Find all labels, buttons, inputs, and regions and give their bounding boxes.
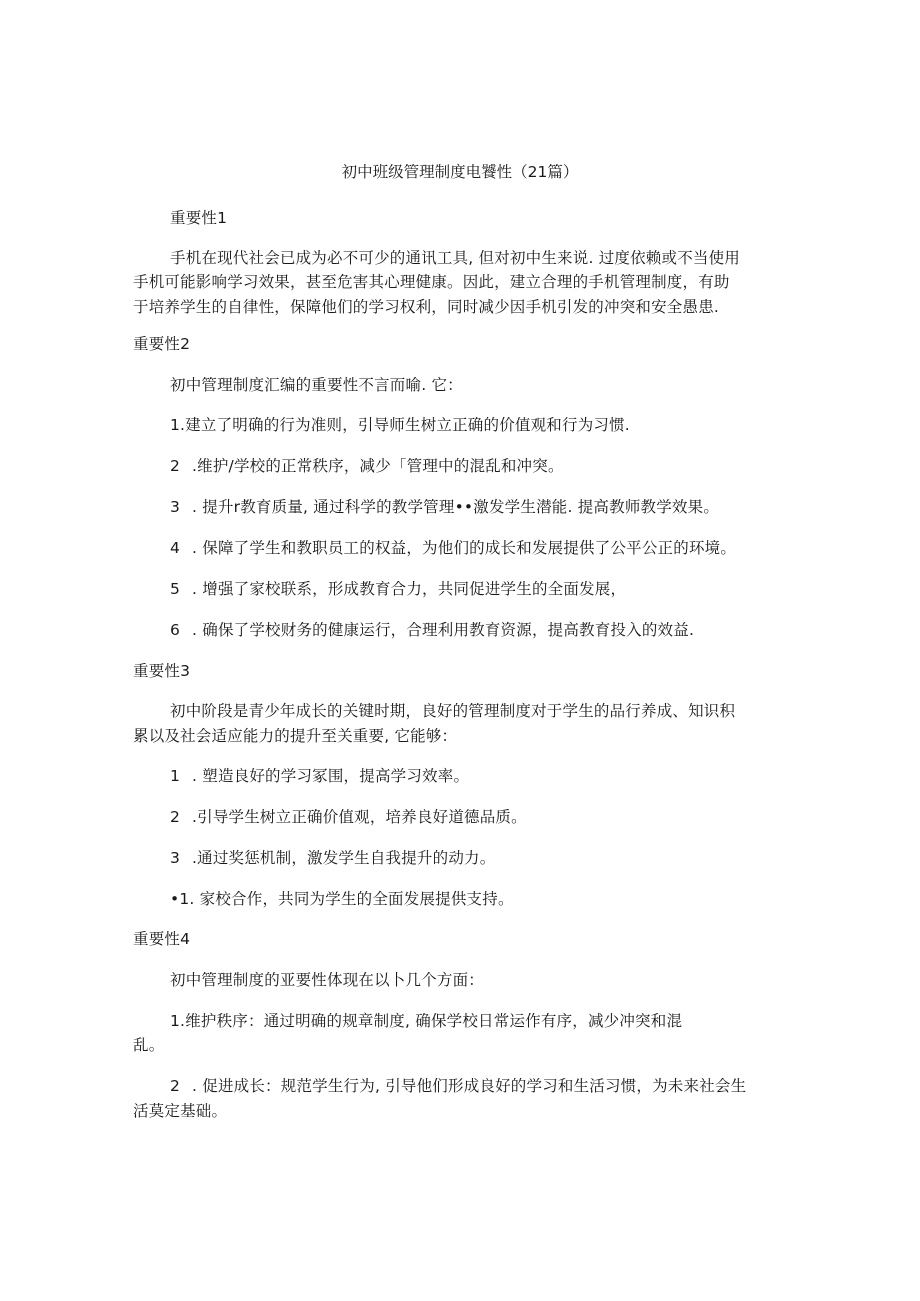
list-item-number: 5 xyxy=(170,580,181,598)
paragraph-line: 手机在现代社会已成为必不可少的通讯工具, 但对初中生来说. 过度依赖或不当使用 xyxy=(170,249,741,267)
list-item-number: 3 xyxy=(170,849,181,867)
list-item xyxy=(170,579,626,599)
list-item xyxy=(170,766,469,786)
list-item xyxy=(170,538,736,558)
list-item: •1. 家校合作，共同为学生的全面发展提供支持。 xyxy=(170,890,514,908)
list-item xyxy=(170,1076,746,1096)
list-item-text: .维护/学校的正常秩序，减少「管理中的混乱和冲突。 xyxy=(192,457,564,475)
list-item-text: . 增强了家校联系，形成教育合力，共同促进学生的全面发展， xyxy=(192,580,627,598)
list-item-text: .引导学生树立正确价值观，培养良好道德品质。 xyxy=(192,808,527,826)
paragraph-line: 初中管理制度汇编的重要性不言而喻. 它： xyxy=(170,376,463,394)
paragraph-line: 初中阶段是青少年成长的关键时期，良好的管理制度对于学生的品行养成、知识积 xyxy=(170,702,736,720)
document-title: 初中班级管理制度电饕性（21篇） xyxy=(341,163,579,181)
section-heading-2: 重要性2 xyxy=(133,335,191,353)
paragraph-line: 累以及社会适应能力的提升至关重要, 它能够： xyxy=(133,727,458,745)
list-item-number: 2 xyxy=(170,457,181,475)
section-heading-3: 重要性3 xyxy=(133,662,191,680)
list-item-number: 2 xyxy=(170,808,181,826)
paragraph-line: 于培养学生的自律性，保障他们的学习权利，同时减少因手机引发的冲突和安全愚患. xyxy=(133,298,720,316)
list-item xyxy=(170,497,719,517)
list-item xyxy=(170,456,564,476)
list-item-continuation: 乱。 xyxy=(133,1036,165,1054)
list-item-number: 6 xyxy=(170,621,181,639)
list-item-text: . 促进成长：规范学生行为, 引导他们形成良好的学习和生活习惯，为未来社会生 xyxy=(192,1077,747,1095)
section-heading-1: 重要性1 xyxy=(170,209,228,227)
list-item-text: .通过奖惩机制，激发学生自我提升的动力。 xyxy=(192,849,496,867)
paragraph-line: 初中管理制度的亚要性体现在以卜几个方面： xyxy=(170,971,485,989)
list-item-text: . 保障了学生和教职员工的权益，为他们的成长和发展提供了公平公正的环境。 xyxy=(192,539,737,557)
list-item-text: . 提升r教育质量, 通过科学的教学管理••激发学生潜能. 提高教师教学效果。 xyxy=(192,498,720,516)
list-item-text: . 塑造良好的学习冢围，提高学习效率。 xyxy=(192,767,470,785)
list-item-number: 3 xyxy=(170,498,181,516)
list-item: 1.维护秩序：通过明确的规章制度, 确保学校日常运作有序，减少冲突和混 xyxy=(170,1012,683,1030)
list-item-text: . 确保了学校财务的健康运行，合理利用教育资源，提高教育投入的效益. xyxy=(192,621,695,639)
paragraph-line: 手机可能影响学习效果，甚至危害其心理健康。因此，建立合理的手机管理制度，有助 xyxy=(133,273,730,291)
list-item xyxy=(170,848,495,868)
list-item-number: 2 xyxy=(170,1077,181,1095)
list-item-number: 4 xyxy=(170,539,181,557)
list-item xyxy=(170,807,527,827)
section-heading-4: 重要性4 xyxy=(133,930,191,948)
list-item-number: 1 xyxy=(170,767,181,785)
list-item xyxy=(170,620,694,640)
list-item-continuation: 活莫定基础。 xyxy=(133,1102,228,1120)
list-item: 1.建立了明确的行为准则，引导师生树立正确的价值观和行为习惯. xyxy=(170,416,630,434)
